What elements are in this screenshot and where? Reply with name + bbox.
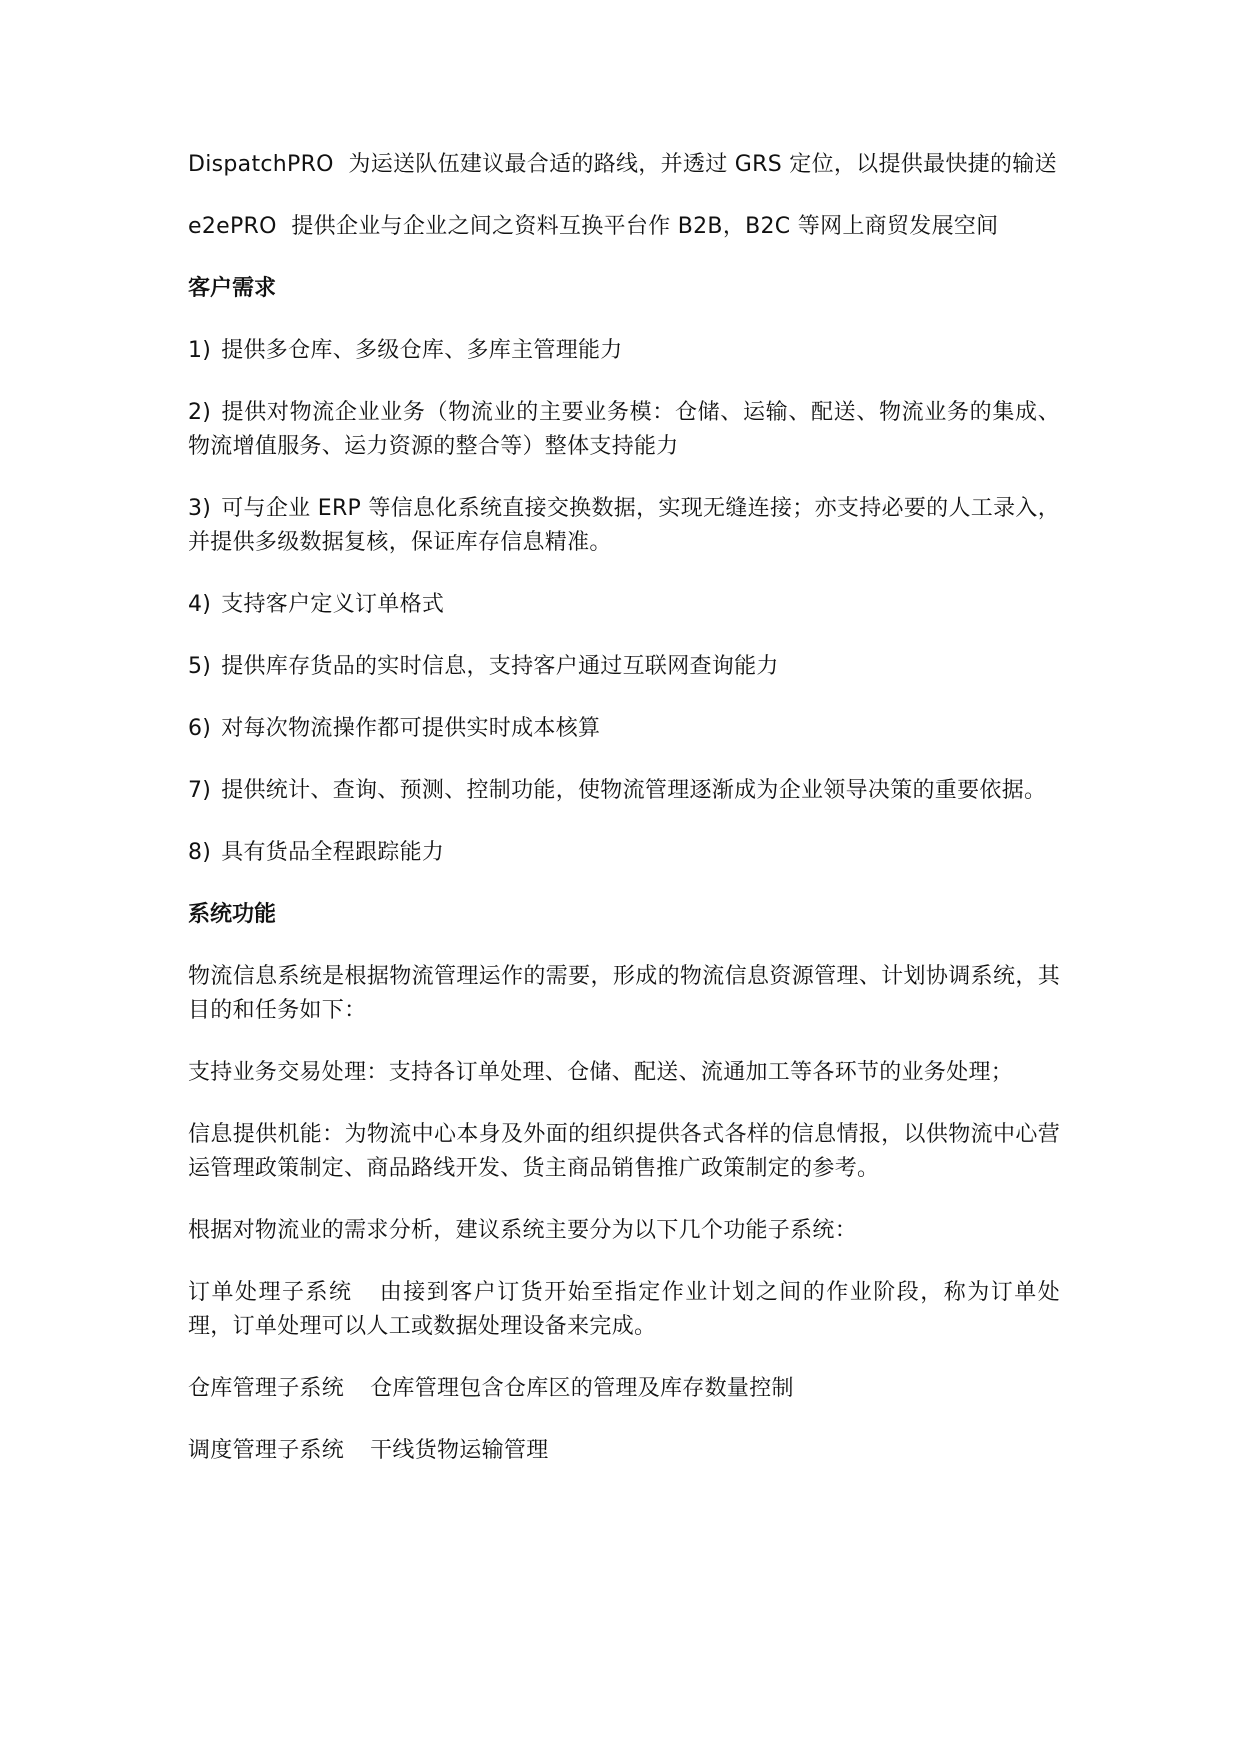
product-description: 提供企业与企业之间之资料互换平台作 B2B，B2C 等网上商贸发展空间 bbox=[291, 214, 999, 239]
item-text: 提供库存货品的实时信息，支持客户通过互联网查询能力 bbox=[221, 654, 779, 679]
requirement-item bbox=[188, 774, 1060, 808]
subsystem-desc: 由接到客户订货开始至指定作业计划之间的作业阶段，称为订单处理，订单处理可以人工或数据处理设备来完成。 bbox=[188, 1280, 1060, 1339]
item-number: 3) bbox=[188, 496, 212, 521]
requirement-item bbox=[188, 836, 1060, 870]
requirements-heading: 客户需求 bbox=[188, 276, 277, 301]
requirement-item bbox=[188, 588, 1060, 622]
subsystem-name: 订单处理子系统 bbox=[188, 1280, 353, 1305]
item-number: 7) bbox=[188, 778, 212, 803]
requirement-item bbox=[188, 492, 1060, 560]
item-text: 支持客户定义订单格式 bbox=[221, 592, 445, 617]
functions-intro: 物流信息系统是根据物流管理运作的需要，形成的物流信息资源管理、计划协调系统，其目的和任务如下： bbox=[188, 964, 1060, 1023]
item-number: 1) bbox=[188, 338, 212, 363]
subsystem-dispatch bbox=[188, 1434, 1060, 1468]
product-name: e2ePRO bbox=[188, 214, 277, 239]
document-page bbox=[188, 148, 1060, 1496]
subsystem-warehouse bbox=[188, 1372, 1060, 1406]
requirement-item bbox=[188, 650, 1060, 684]
product-name: DispatchPRO bbox=[188, 152, 334, 177]
item-text: 具有货品全程跟踪能力 bbox=[221, 840, 445, 865]
product-e2epro bbox=[188, 210, 1060, 244]
subsystem-desc: 干线货物运输管理 bbox=[370, 1438, 549, 1463]
subsystem-order bbox=[188, 1276, 1060, 1344]
subsystem-name: 调度管理子系统 bbox=[188, 1438, 345, 1463]
item-number: 8) bbox=[188, 840, 212, 865]
functions-transaction: 支持业务交易处理：支持各订单处理、仓储、配送、流通加工等各环节的业务处理； bbox=[188, 1060, 1014, 1085]
functions-analysis: 根据对物流业的需求分析，建议系统主要分为以下几个功能子系统： bbox=[188, 1218, 858, 1243]
requirement-item bbox=[188, 396, 1060, 464]
functions-heading: 系统功能 bbox=[188, 902, 277, 927]
item-text: 提供多仓库、多级仓库、多库主管理能力 bbox=[221, 338, 623, 363]
product-dispatchpro bbox=[188, 148, 1060, 182]
requirement-item bbox=[188, 334, 1060, 368]
item-number: 4) bbox=[188, 592, 212, 617]
subsystem-desc: 仓库管理包含仓库区的管理及库存数量控制 bbox=[370, 1376, 794, 1401]
item-number: 5) bbox=[188, 654, 212, 679]
subsystem-name: 仓库管理子系统 bbox=[188, 1376, 345, 1401]
item-text: 提供对物流企业业务（物流业的主要业务模：仓储、运输、配送、物流业务的集成、物流增值服务、运力资源的整合等）整体支持能力 bbox=[188, 400, 1060, 459]
item-number: 2) bbox=[188, 400, 212, 425]
functions-info: 信息提供机能：为物流中心本身及外面的组织提供各式各样的信息情报，以供物流中心营运管理政策制定、商品路线开发、货主商品销售推广政策制定的参考。 bbox=[188, 1122, 1060, 1181]
item-text: 提供统计、查询、预测、控制功能，使物流管理逐渐成为企业领导决策的重要依据。 bbox=[221, 778, 1047, 803]
product-description: 为运送队伍建议最合适的路线，并透过 GRS 定位，以提供最快捷的输送 bbox=[348, 152, 1057, 177]
item-number: 6) bbox=[188, 716, 212, 741]
requirement-item bbox=[188, 712, 1060, 746]
item-text: 可与企业 ERP 等信息化系统直接交换数据，实现无缝连接；亦支持必要的人工录入，并提供多级数据复核，保证库存信息精准。 bbox=[188, 496, 1060, 555]
item-text: 对每次物流操作都可提供实时成本核算 bbox=[221, 716, 601, 741]
